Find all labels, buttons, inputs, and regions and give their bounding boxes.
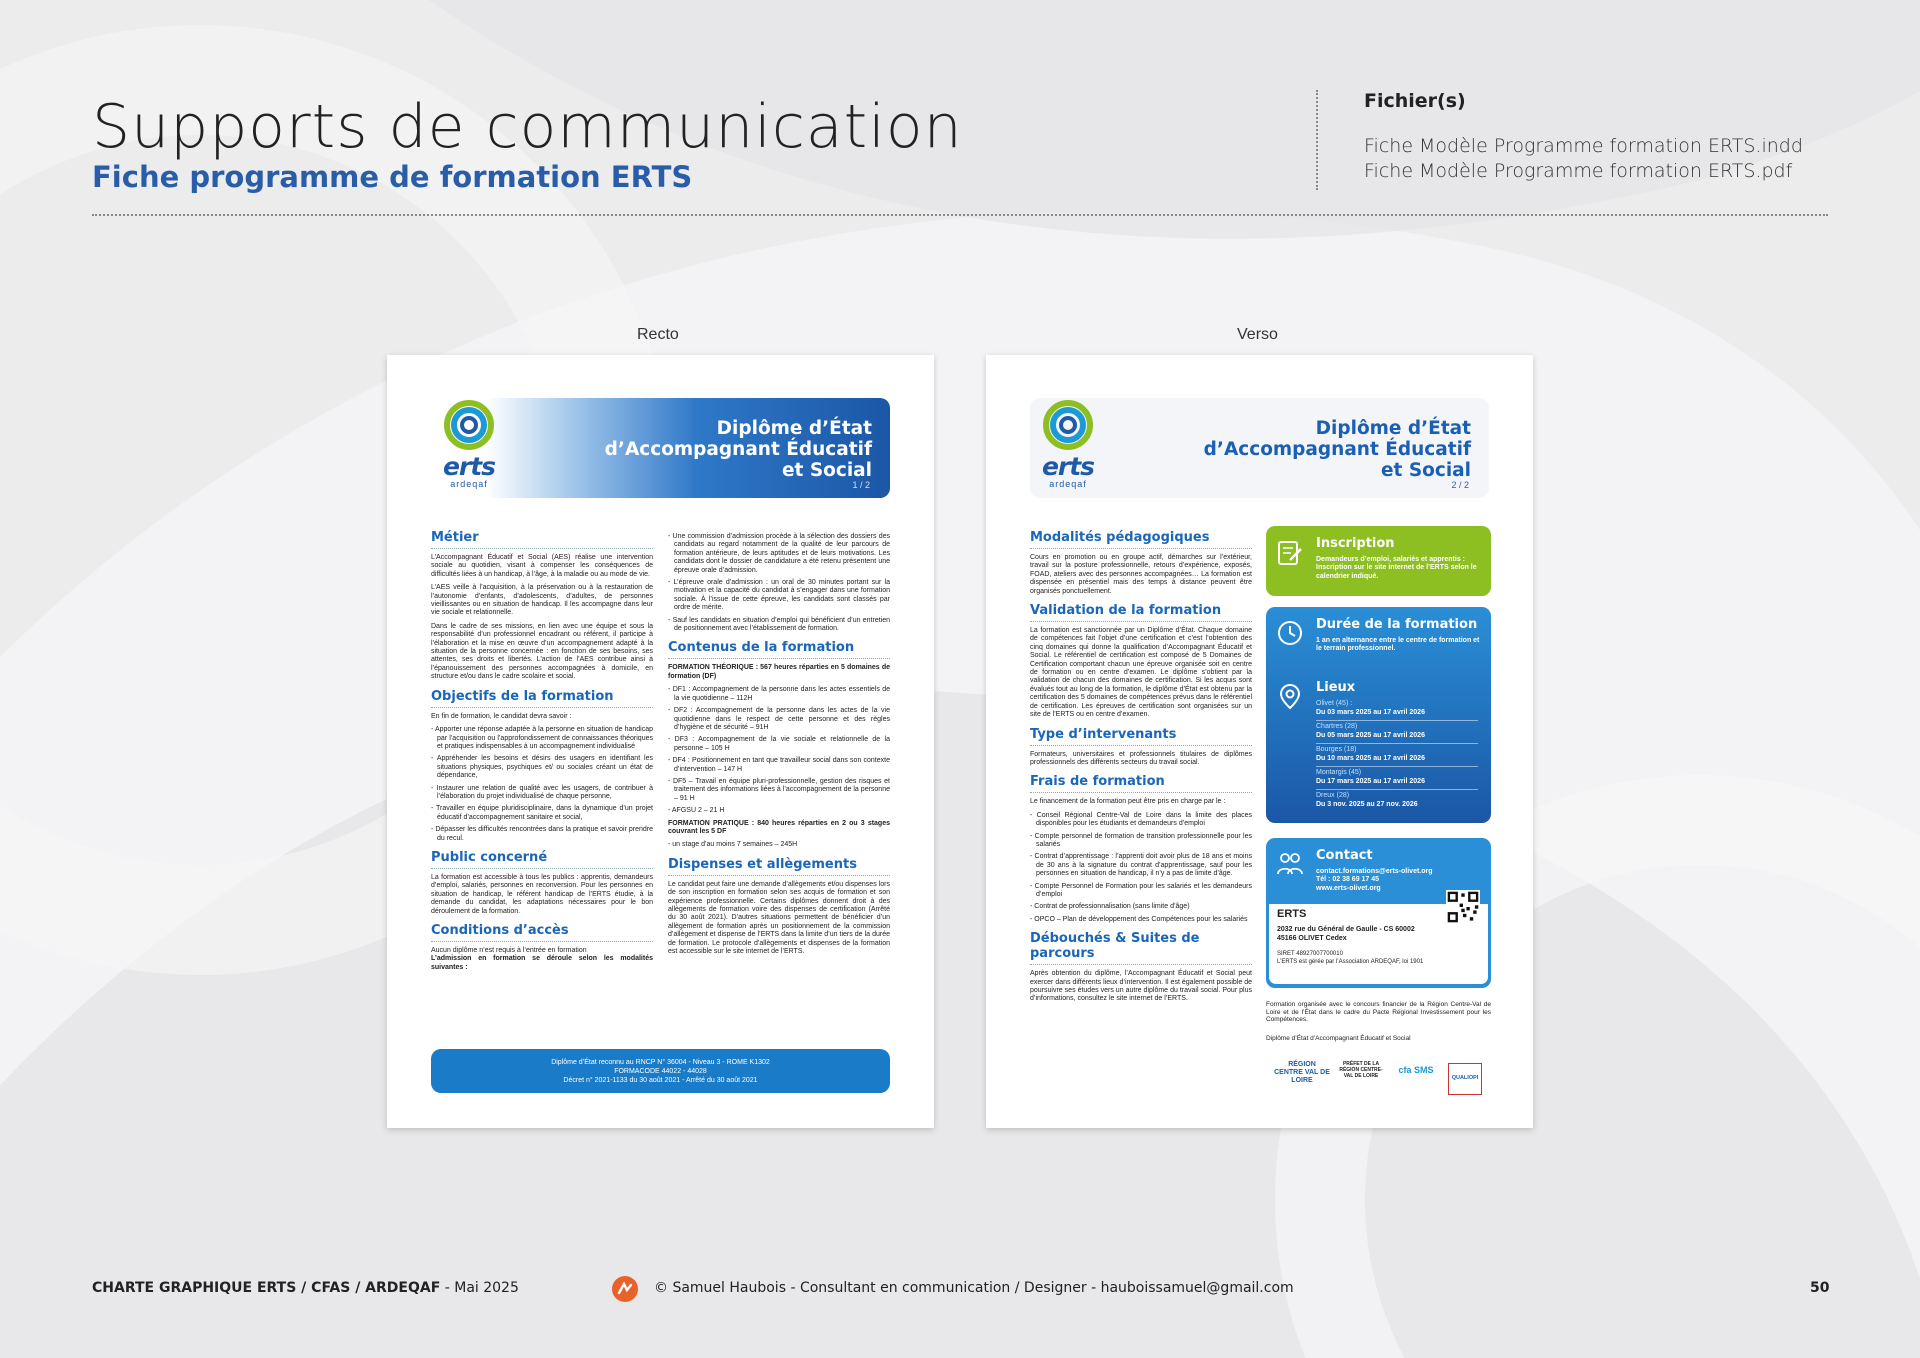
section-frais: Frais de formation <box>1030 774 1252 793</box>
section-dispenses: Dispenses et allègements <box>668 857 890 876</box>
page-number: 1 / 2 <box>852 480 870 490</box>
files-label: Fichier(s) <box>1364 90 1466 112</box>
contact-website[interactable]: www.erts-olivet.org <box>1316 884 1381 892</box>
section-contenus: Contenus de la formation <box>668 640 890 659</box>
diploma-note: Diplôme d’État d’Accompagnant Éducatif et Social <box>1266 1035 1411 1042</box>
verso-left-column: Modalités pédagogiques Cours en promotion ou en groupe actif, démarches sur l’extérieur, travail sur la posture professionnelle, retours d’expérience, exposés, FOAD, ateliers avec des personnes accompagnées… La formation est dispensée en présentiel mais des temps à distance peuvent être organisés ponctuellement. Validation de la formation La formation est sanctionnée par un Diplôme d’État. Chaque domaine de compétences fait l’objet d’une certification et c’est l’obtention des cinq domaines qui donne la qualification d’Accompagnant Éducatif et Social. Le référentiel de certification est composé de 5 Domaines de Certification comportant chacun une épreuve organisée soit en centre de formation ou en centre d’examen. Le diplôme s’obtient par la validation de chacun des domaines de certification. Si les acquis sont évalués tout au long de la formation, le diplôme d’État est obtenu par la certification des 5 domaines de compétences prévus dans le référentiel de certification. Les épreuves de certification sont organisées sur un site de l’ERTS ou en centre d’examen. Type d’intervenants Formateurs, universitaires et professionnels titulaires de diplômes professionnels des différents secteurs du travail social. Frais de formation Le financement de la formation peut être pris en charge par le : - Conseil Régional Centre-Val de Loire dans la limite des places disponibles pour les étudiants et demandeurs d’emploi - Compte personnel de formation de transition professionnelle pour les salariés - Contrat d’apprentissage : l’apprenti doit avoir plus de 18 ans et moins de 30 ans à la signature du contrat d’apprentissage, sauf pour les personnes en situation de handicap, il n’y a pas de limite d’âge. - Compte Personnel de Formation pour les salariés et les demandeurs d’emploi - Contrat de professionnalisation (sans limite d’âge) - OPCO – Plan de développement des Compétences pour les salariés Débouchés & Suites de parcours Après obtention du diplôme, l’Accompagnant Éducatif et Social peut exercer dans différents lieux d’intervention. Il est également possible de poursuivre ses études vers un autre diplôme du travail social. Pour plus d’informations, consultez le site internet de l’ERTS. <box>1030 530 1252 1003</box>
files-block <box>1364 90 1803 184</box>
footer-charte: CHARTE GRAPHIQUE ERTS / CFAS / ARDEQAF - Mai 2025 <box>92 1280 519 1296</box>
file-pdf: Fiche Modèle Programme formation ERTS.pdf <box>1364 160 1793 182</box>
contact-phone: Tél : 02 38 69 17 45 <box>1316 876 1380 884</box>
region-logo: RÉGION CENTRE VAL DE LOIRE <box>1274 1061 1330 1084</box>
verso-page <box>986 355 1533 1128</box>
form-edit-icon <box>1276 538 1304 566</box>
verso-banner <box>1030 398 1489 498</box>
lieux-list <box>1316 698 1478 812</box>
header-divider <box>92 214 1828 216</box>
erts-swirl-icon <box>439 398 499 454</box>
section-conditions: Conditions d’accès <box>431 923 653 942</box>
section-debouches: Débouchés & Suites de parcours <box>1030 931 1252 965</box>
address-panel: ERTS 2032 rue du Général de Gaulle - CS 60002 45166 OLIVET Cedex SIRET 48927007700010 L’ERTS est gérée par l’Association ARDEQAF, loi 1901 <box>1269 904 1488 984</box>
page-number: 2 / 2 <box>1451 480 1469 490</box>
people-icon <box>1276 850 1304 878</box>
recto-label: Recto <box>637 326 679 343</box>
section-public: Public concerné <box>431 850 653 869</box>
recto-right-column: - Une commission d’admission procède à la sélection des dossiers des candidats au regard notamment de la qualité de leur parcours de formation antérieure, de leurs aptitudes et de leurs motivations. Les candidats dont le dossier de candidature a été retenu présentent une épreuve orale d’admission. - L’épreuve orale d’admission : un oral de 30 minutes portant sur la motivation et la capacité du candidat à s’engager dans une formation sociale. À l’issue de cette épreuve, les candidats sont classés par ordre de mérite. - Sauf les candidats en situation d’emploi qui bénéficient d’un entretien de positionnement avec l’établissement de formation. Contenus de la formation FORMATION THÉORIQUE : 567 heures réparties en 5 domaines de formation (DF) - DF1 : Accompagnement de la personne dans les actes essentiels de la vie quotidienne – 112H - DF2 : Accompagnement de la personne dans les actes de la vie quotidienne dans le respect de cette personne et des règles d’hygiène et de sécurité – 91H - DF3 : Accompagnement de la vie sociale et relationnelle de la personne – 105 H - DF4 : Positionnement en tant que travailleur social dans son contexte d’intervention – 147 H - DF5 – Travail en équipe pluri-professionnelle, gestion des risques et traitement des informations liées à l’accompagnement de la personne – 91 H - AFGSU 2 – 21 H FORMATION PRATIQUE : 840 heures réparties en 2 ou 3 stages couvrant les 5 DF - un stage d’au moins 7 semaines – 245H Dispenses et allègements Le candidat peut faire une demande d’allègements et/ou dispenses lors de son inscription en formation selon ses acquis de formation et son expérience professionnelle. Certains diplômes donnent droit à des allègements de formation voire des dispenses de certification (Arrêté du 30 août 2021). D’autres situations permettent de bénéficier d’un allègement de formation après un positionnement de la commission d’allègement et dispense de l’ERTS dans la limite d’un tiers de la durée de formation. Le protocole d’allègements et dispenses de la formation est accessible sur le site internet de l’ERTS. <box>668 533 890 956</box>
verso-label: Verso <box>1237 326 1278 343</box>
recto-page <box>387 355 934 1128</box>
erts-logo: erts ardeqaf <box>439 398 499 498</box>
recto-footer-band: Diplôme d’État reconnu au RNCP N° 36004 - Niveau 3 - ROME K1302 FORMACODE 44022 - 44028 Décret n° 2021-1133 du 30 août 2021 - Arrêté du 30 août 2021 <box>431 1049 890 1093</box>
qr-code-icon <box>1446 890 1480 924</box>
prefet-logo: PRÉFET DE LA RÉGION CENTRE-VAL DE LOIRE <box>1339 1061 1383 1079</box>
section-intervenants: Type d’intervenants <box>1030 727 1252 746</box>
duree-lieux-card: Durée de la formation 1 an en alternance entre le centre de formation et le terrain professionnel. Lieux Olivet (45) : Du 03 mars 2025 au 17 avril 2026 Chartres (28) Du 05 mars 2025 au 17 avril 2026 Bourges (18) Du 10 mars 2025 au 17 avril 2026 Montargis (45) Du 17 mars 2025 au 17 avril 2026 Dreux (28) Du 3 nov. 2025 au 27 nov. 2026 <box>1266 607 1491 823</box>
section-validation: Validation de la formation <box>1030 603 1252 622</box>
lieu-item: Dreux (28) Du 3 nov. 2025 au 27 nov. 2026 <box>1316 792 1418 808</box>
inscription-card: Inscription Demandeurs d’emploi, salariés et apprentis : Inscription sur le site internet de l’ERTS selon le calendrier indiqué. <box>1266 526 1491 596</box>
file-indd: Fiche Modèle Programme formation ERTS.indd <box>1364 135 1803 157</box>
lieu-item: Chartres (28) Du 05 mars 2025 au 17 avril 2026 <box>1316 721 1478 744</box>
recto-left-column: Métier L’Accompagnant Éducatif et Social (AES) réalise une intervention sociale au quotidien, visant à compenser les conséquences de difficultés liées à un handicap, à l’âge, à la maladie ou au mode de vie. L’AES veille à l’acquisition, à la préservation ou à la restauration de l’autonomie d’enfants, d’adolescents, d’adultes, de personnes vieillissantes ou en situation de handicap. Il les accompagne dans leur vie sociale et relationnelle. Dans le cadre de ses missions, en lien avec une équipe et sous la responsabilité d’un professionnel encadrant ou référent, il participe à l’élaboration et la mise en œuvre d’un accompagnement adapté à la situation de la personne concernée : en fonction de ses besoins, ses attentes, ses droits et libertés. L’action de l’AES contribue ainsi à l’épanouissement des personnes accompagnées à domicile, en structure et/ou dans le cadre scolaire et social. Objectifs de la formation En fin de formation, le candidat devra savoir : - Apporter une réponse adaptée à la personne en situation de handicap par l’acquisition ou l’approfondissement de connaissances théoriques et pratiques indispensables à un accompagnement individualisé - Appréhender les besoins et désirs des usagers en identifiant les situations physiques, psychiques et/ ou sociales créant un état de dépendance, - Instaurer une relation de qualité avec les usagers, de contribuer à l’élaboration du projet individualisé de chaque personne, - Travailler en équipe pluridisciplinaire, dans la dynamique d’un projet éducatif d’accompagnement sanitaire et social, - Dépasser les difficultés rencontrées dans la pratique et savoir prendre du recul. Public concerné La formation est accessible à tous les publics : apprentis, demandeurs d’emploi, salariés, personnes en reconversion. Pour les personnes en situation de handicap, le référent handicap de l’ERTS étudie, à la demande du candidat, les adaptations nécessaires pour le bon déroulement de la formation. Conditions d’accès Aucun diplôme n’est requis à l’entrée en formation L’admission en formation se déroule selon les modalités suivantes : <box>431 530 653 971</box>
finance-note: Formation organisée avec le concours financier de la Région Centre-Val de Loire et de l’État dans le cadre du Pacte Régional Investissement pour les Compétences. <box>1266 1001 1491 1023</box>
clock-icon <box>1276 619 1304 647</box>
section-modalites: Modalités pédagogiques <box>1030 530 1252 549</box>
page-number-footer: 50 <box>1810 1280 1830 1296</box>
section-objectifs: Objectifs de la formation <box>431 689 653 708</box>
qualiopi-logo: QUALIOPI <box>1448 1063 1482 1095</box>
page-subtitle: Fiche programme de formation ERTS <box>92 160 693 194</box>
section-metier: Métier <box>431 530 653 549</box>
cfa-sms-logo: cfa SMS <box>1398 1065 1434 1075</box>
location-pin-icon <box>1276 682 1304 710</box>
lieu-item: Olivet (45) : Du 03 mars 2025 au 17 avril 2026 <box>1316 698 1478 721</box>
page-title: Supports de communication <box>92 92 963 162</box>
diploma-title: Diplôme d’État d’Accompagnant Éducatif et Social <box>604 418 872 481</box>
designer-logo-icon <box>612 1276 638 1302</box>
contact-card: Contact contact.formations@erts-olivet.org Tél : 02 38 69 17 45 www.erts-olivet.org ERTS 2032 rue du Général de Gaulle - CS 60002 45166 OLIVET Cedex SIRET 48927007700010 L’ERTS est gérée par l’Association ARDEQAF, loi 1901 <box>1266 838 1491 988</box>
diploma-title: Diplôme d’État d’Accompagnant Éducatif et Social <box>1203 418 1471 481</box>
lieu-item: Montargis (45) Du 17 mars 2025 au 17 avril 2026 <box>1316 767 1478 790</box>
contact-email[interactable]: contact.formations@erts-olivet.org <box>1316 868 1433 875</box>
footer-credit: © Samuel Haubois - Consultant en communication / Designer - hauboissamuel@gmail.com <box>654 1280 1294 1296</box>
erts-logo: erts ardeqaf <box>1038 398 1098 498</box>
vertical-divider <box>1316 90 1318 190</box>
erts-swirl-icon <box>1038 398 1098 454</box>
recto-banner <box>431 398 890 498</box>
lieu-item: Bourges (18) Du 10 mars 2025 au 17 avril 2026 <box>1316 744 1478 767</box>
